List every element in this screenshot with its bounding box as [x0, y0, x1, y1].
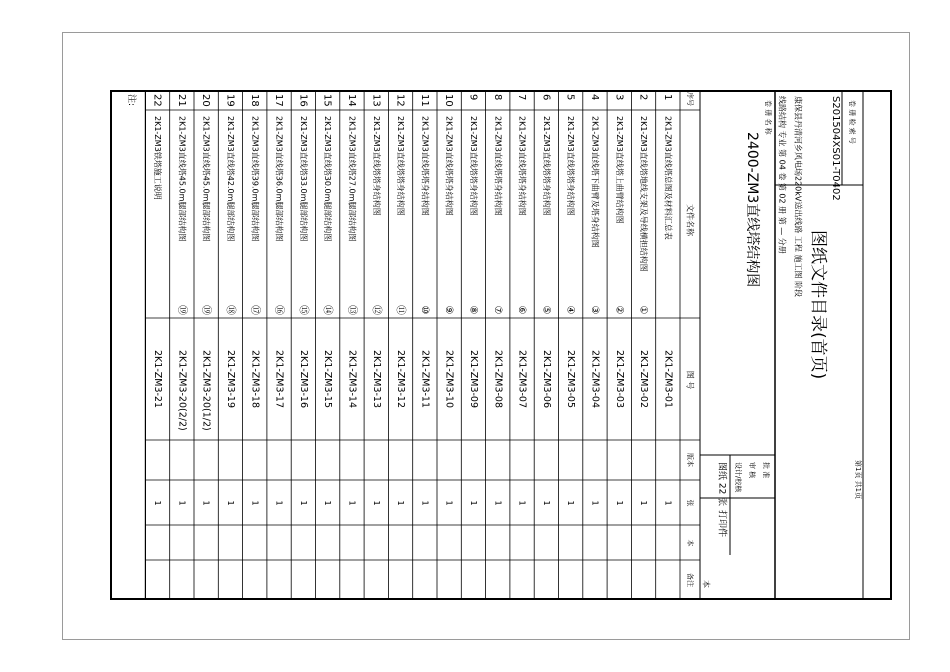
table-row-seq: 17 — [273, 94, 285, 107]
col-header-version: 版本 — [686, 453, 694, 467]
table-row-seq: 8 — [491, 94, 503, 101]
volume-check-label: 卷 册 检 索 号 — [848, 100, 856, 144]
table-row-name: 2K1-ZM3铁塔施工说明 — [153, 116, 163, 200]
table-row-seq: 3 — [613, 94, 625, 101]
col-header-seq: 序号 — [686, 92, 694, 106]
table-row-sheets: 1 — [250, 500, 260, 506]
table-row-name: 2K1-ZM3直线塔塔身结构图 — [566, 116, 576, 216]
table-row-name: 2K1-ZM3直线塔39.0m腿部结构图 — [250, 116, 260, 242]
table-row-sheets: 1 — [468, 500, 478, 506]
table-row-sheets: 1 — [225, 500, 235, 506]
table-row-sheets: 1 — [493, 500, 503, 506]
table-row-seq: 22 — [151, 94, 163, 107]
signoff-approve: 批 准 — [762, 462, 770, 479]
signoff-design: 设计/校核 — [734, 462, 742, 493]
signoff-sheets: 图纸 22 张 — [716, 462, 727, 507]
table-row-drawing: 2K1-ZM3-01 — [662, 350, 674, 409]
signoff-copies: 本 — [701, 580, 711, 588]
table-row-mark: ⑪ — [394, 305, 406, 315]
table-row-mark: ⑧ — [467, 305, 479, 315]
table-row-sheets: 1 — [371, 500, 381, 506]
table-row-seq: 16 — [297, 94, 309, 107]
document-title: 图纸文件目录(首页) — [808, 230, 828, 380]
table-row-seq: 7 — [516, 94, 528, 101]
table-row-sheets: 1 — [614, 500, 624, 506]
table-row-sheets: 1 — [639, 500, 649, 506]
col-header-sheets: 张 — [686, 499, 694, 507]
table-row-mark: ⑨ — [443, 305, 455, 315]
table-row-drawing: 2K1-ZM3-20(1/2) — [200, 350, 212, 431]
table-row-seq: 19 — [224, 94, 236, 107]
table-row-seq: 4 — [588, 94, 600, 101]
table-row-seq: 15 — [321, 94, 333, 107]
table-row-mark: ⑱ — [224, 305, 236, 315]
table-row-drawing: 2K1-ZM3-02 — [638, 350, 650, 409]
table-row-drawing: 2K1-ZM3-20(2/2) — [176, 350, 188, 431]
table-row-name: 2K1-ZM3直线塔塔身结构图 — [396, 116, 406, 216]
page-info: 第1页 共1页 — [854, 460, 862, 500]
table-row-seq: 20 — [200, 94, 212, 107]
table-row-mark: ⑰ — [248, 305, 260, 315]
table-row-mark: ② — [613, 305, 625, 315]
table-row-drawing: 2K1-ZM3-12 — [395, 350, 407, 409]
table-row-seq: 6 — [540, 94, 552, 101]
table-row-seq: 10 — [443, 94, 455, 107]
table-row-sheets: 1 — [566, 500, 576, 506]
table-row-name: 2K1-ZM3直线塔塔身结构图 — [493, 116, 503, 216]
table-row-sheets: 1 — [517, 500, 527, 506]
table-row-drawing: 2K1-ZM3-05 — [565, 350, 577, 409]
table-row-sheets: 1 — [153, 500, 163, 506]
table-row-sheets: 1 — [323, 500, 333, 506]
table-row-drawing: 2K1-ZM3-09 — [467, 350, 479, 409]
table-row-drawing: 2K1-ZM3-19 — [224, 350, 236, 409]
signoff-print: 打印件 — [716, 510, 727, 538]
table-row-mark: ⑩ — [418, 305, 430, 315]
col-header-copies: 本 — [686, 539, 694, 547]
table-row-seq: 2 — [637, 94, 649, 101]
table-row-drawing: 2K1-ZM3-14 — [346, 350, 358, 409]
table-row-sheets: 1 — [201, 500, 211, 506]
table-row-mark: ⑯ — [273, 305, 285, 315]
table-row-drawing: 2K1-ZM3-07 — [516, 350, 528, 409]
table-row-name: 2K1-ZM3直线塔塔身结构图 — [371, 116, 381, 216]
project-line: 康保县丹清河乡风电场220kV送出线路 工程 施工图 阶段 — [793, 96, 803, 298]
table-row-mark: ⑲ — [175, 305, 187, 315]
table-row-name: 2K1-ZM3直线塔地线支架及导线横担结构图 — [639, 116, 649, 272]
table-row-sheets: 1 — [541, 500, 551, 506]
table-row-name: 2K1-ZM3直线塔45.0m腿部结构图 — [177, 116, 187, 242]
volume-code: S201504XS01-T0402 — [830, 96, 841, 201]
table-row-mark: ⑭ — [321, 305, 333, 315]
table-row-drawing: 2K1-ZM3-18 — [249, 350, 261, 409]
table-row-seq: 9 — [467, 94, 479, 101]
table-row-sheets: 1 — [347, 500, 357, 506]
specialty-line: 线路结构 专业 第 04 卷 第 02 册 第 — 分册 — [777, 96, 787, 254]
table-row-drawing: 2K1-ZM3-17 — [273, 350, 285, 409]
table-row-mark: ① — [637, 305, 649, 315]
table-row-sheets: 1 — [663, 500, 673, 506]
notes-label: 注: — [125, 94, 136, 107]
table-row-drawing: 2K1-ZM3-10 — [443, 350, 455, 409]
volume-name-label: 卷 册 名 称 — [764, 100, 772, 135]
table-row-drawing: 2K1-ZM3-04 — [589, 350, 601, 409]
table-row-name: 2K1-ZM3直线塔塔身结构图 — [444, 116, 454, 216]
table-row-sheets: 1 — [298, 500, 308, 506]
table-row-name: 2K1-ZM3直线塔塔身结构图 — [468, 116, 478, 216]
table-row-drawing: 2K1-ZM3-15 — [322, 350, 334, 409]
table-row-name: 2K1-ZM3直线塔塔身结构图 — [541, 116, 551, 216]
table-row-drawing: 2K1-ZM3-21 — [152, 350, 164, 409]
table-row-sheets: 1 — [274, 500, 284, 506]
table-row-name: 2K1-ZM3直线塔27.0m腿部结构图 — [347, 116, 357, 242]
table-row-mark: ④ — [564, 305, 576, 315]
table-row-name: 2K1-ZM3直线塔33.0m腿部结构图 — [298, 116, 308, 242]
table-row-mark: ⑲ — [200, 305, 212, 315]
table-row-drawing: 2K1-ZM3-06 — [540, 350, 552, 409]
table-row-name: 2K1-ZM3直线塔上曲臂结构图 — [614, 116, 624, 224]
col-header-remark: 备注 — [686, 573, 694, 587]
table-row-seq: 14 — [345, 94, 357, 107]
table-row-name: 2K1-ZM3直线塔塔身结构图 — [517, 116, 527, 216]
table-row-mark: ⑦ — [491, 305, 503, 315]
table-row-mark: ⑮ — [297, 305, 309, 315]
signoff-review: 审 核 — [748, 462, 756, 479]
table-row-drawing: 2K1-ZM3-03 — [613, 350, 625, 409]
table-row-sheets: 1 — [444, 500, 454, 506]
table-row-mark: ⑥ — [516, 305, 528, 315]
table-row-name: 2K1-ZM3直线塔42.0m腿部结构图 — [225, 116, 235, 242]
volume-name: 2400-ZM3直线塔结构图 — [744, 132, 760, 288]
table-row-seq: 21 — [175, 94, 187, 107]
table-row-name: 2K1-ZM3直线塔下曲臂及塔身结构图 — [590, 116, 600, 248]
table-row-mark: ⑤ — [540, 305, 552, 315]
table-row-mark: ⑬ — [345, 305, 357, 315]
table-row-drawing: 2K1-ZM3-13 — [370, 350, 382, 409]
table-row-mark: ⑫ — [370, 305, 382, 315]
table-row-name: 2K1-ZM3直线塔总图及材料汇总表 — [663, 116, 673, 240]
table-row-name: 2K1-ZM3直线塔36.0m腿部结构图 — [274, 116, 284, 242]
table-row-name: 2K1-ZM3直线塔45.0m腿部结构图 — [201, 116, 211, 242]
table-row-seq: 5 — [564, 94, 576, 101]
table-row-drawing: 2K1-ZM3-11 — [419, 350, 431, 409]
table-row-sheets: 1 — [177, 500, 187, 506]
table-row-mark: ③ — [588, 305, 600, 315]
table-row-seq: 13 — [370, 94, 382, 107]
table-row-name: 2K1-ZM3直线塔塔身结构图 — [420, 116, 430, 216]
col-header-drawing: 图 号 — [685, 370, 695, 390]
table-row-drawing: 2K1-ZM3-08 — [492, 350, 504, 409]
table-row-name: 2K1-ZM3直线塔30.0m腿部结构图 — [323, 116, 333, 242]
table-row-sheets: 1 — [420, 500, 430, 506]
table-row-seq: 1 — [661, 94, 673, 101]
table-row-seq: 11 — [418, 94, 430, 107]
col-header-name: 文件名称 — [685, 204, 695, 236]
table-row-seq: 12 — [394, 94, 406, 107]
table-row-seq: 18 — [248, 94, 260, 107]
table-row-drawing: 2K1-ZM3-16 — [297, 350, 309, 409]
table-row-sheets: 1 — [590, 500, 600, 506]
table-row-sheets: 1 — [396, 500, 406, 506]
